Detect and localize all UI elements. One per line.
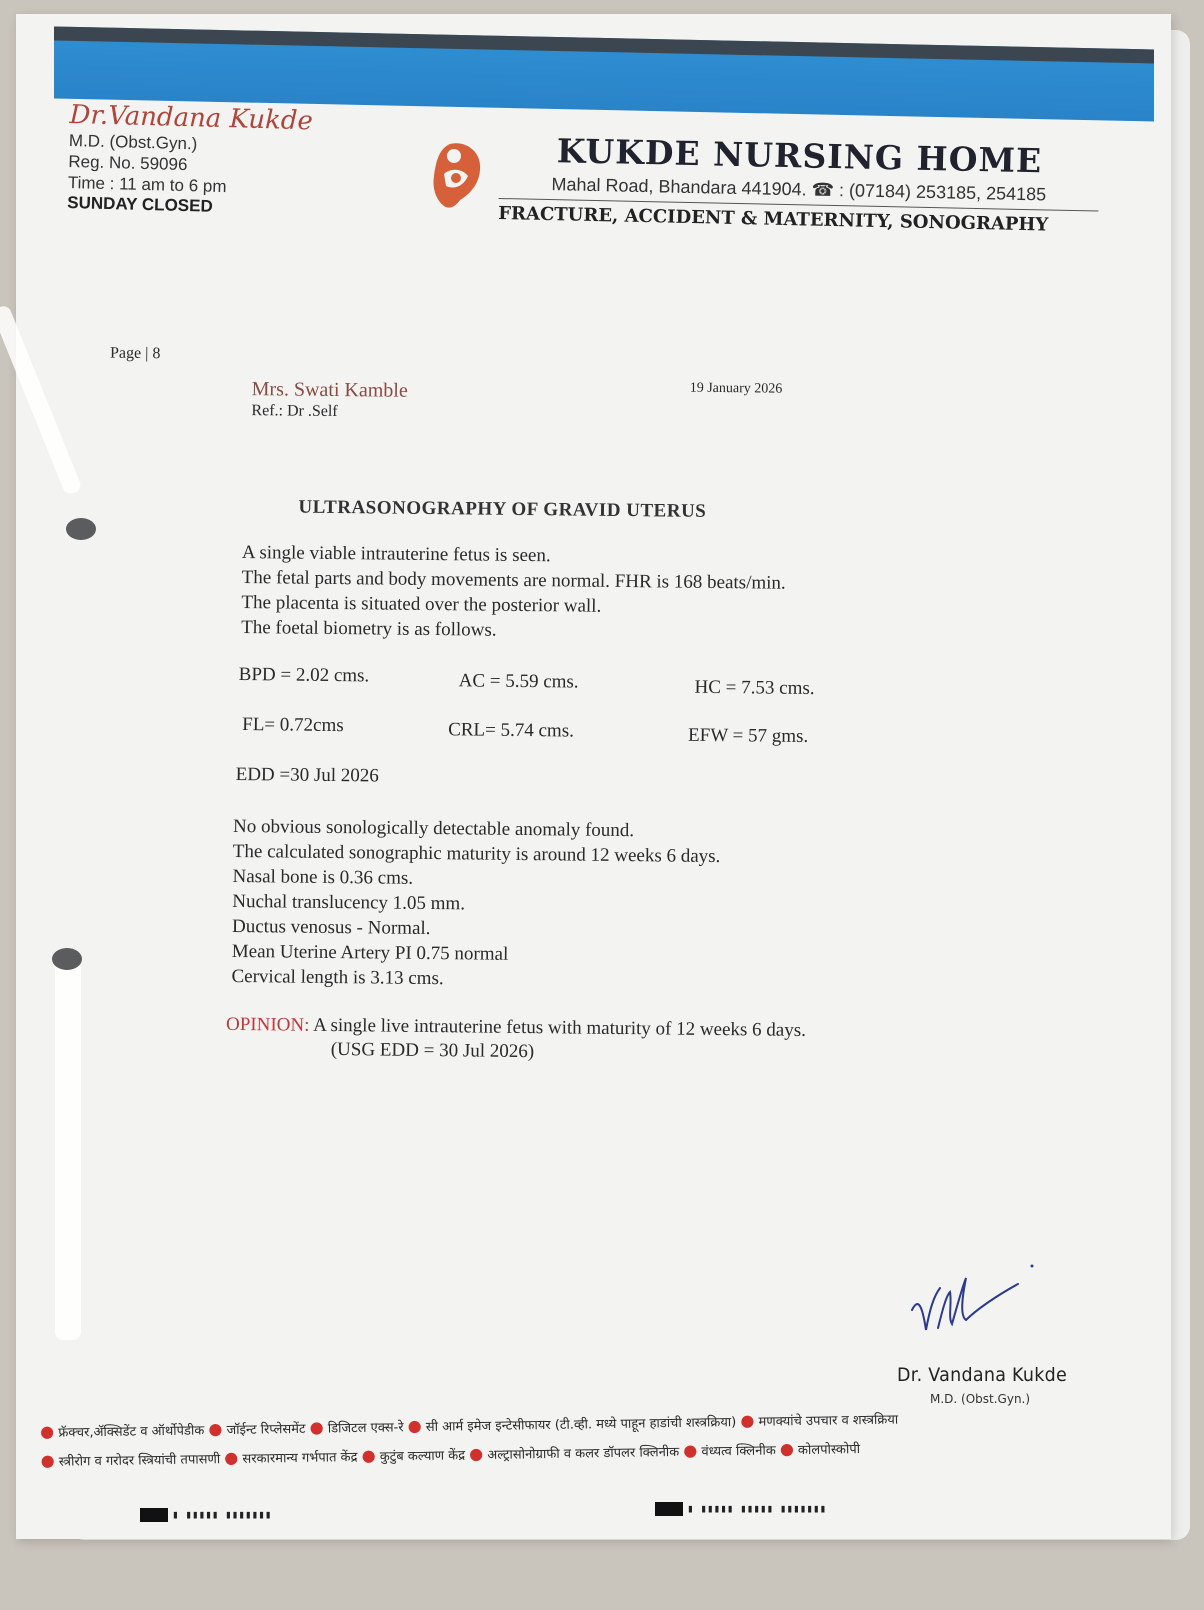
observation-line: The calculated sonographic maturity is around 12 weeks 6 days. bbox=[232, 840, 721, 868]
biometry-fl: FL= 0.72cms bbox=[242, 714, 344, 737]
footer-service: मणक्यांचे उपचार व शस्त्रक्रिया bbox=[758, 1412, 899, 1430]
opinion-edd: (USG EDD = 30 Jul 2026) bbox=[330, 1038, 535, 1063]
footer-service: कुटुंब कल्याण केंद्र bbox=[379, 1448, 466, 1465]
footer-service: अल्ट्रासोनोग्राफी व कलर डॉपलर क्लिनीक bbox=[487, 1444, 680, 1463]
biometry-bpd: BPD = 2.02 cms. bbox=[238, 664, 370, 687]
footer-service: वंध्यत्व क्लिनीक bbox=[701, 1443, 776, 1460]
opinion bbox=[226, 1013, 806, 1067]
finding-line: The foetal biometry is as follows. bbox=[241, 617, 497, 641]
footer-service: फ्रॅक्चर,ॲक्सिडेंट व ऑर्थोपेडीक bbox=[58, 1423, 205, 1441]
hospital-specialities: FRACTURE, ACCIDENT & MATERNITY, SONOGRAPHY bbox=[498, 202, 1049, 236]
punch-hole bbox=[52, 948, 82, 970]
finding-line: The fetal parts and body movements are normal. FHR is 168 beats/min. bbox=[241, 567, 786, 594]
footer-service: जॉईन्ट रिप्लेसमेंट bbox=[226, 1421, 306, 1439]
hospital-name: KUKDE NURSING HOME bbox=[556, 131, 1043, 181]
printed-barcode-strip: ▮ ▮▮▮▮▮ ▮▮▮▮▮▮▮ bbox=[140, 1508, 271, 1522]
finding-line: A single viable intrauterine fetus is seen. bbox=[241, 542, 551, 567]
findings bbox=[241, 540, 786, 646]
footer-service: डिजिटल एक्स-रे bbox=[327, 1420, 404, 1437]
observation-line: No obvious sonologically detectable anomaly found. bbox=[233, 815, 635, 842]
doctor-name: Dr.Vandana Kukde bbox=[69, 100, 314, 137]
punch-hole bbox=[66, 518, 96, 540]
finding-line: The placenta is situated over the posterior wall. bbox=[241, 592, 602, 617]
printed-barcode-strip: ▮ ▮▮▮▮▮ ▮▮▮▮▮ ▮▮▮▮▮▮▮ bbox=[655, 1502, 826, 1516]
clinic-hours: Time : 11 am to 6 pm bbox=[67, 172, 227, 197]
observations bbox=[231, 814, 720, 994]
doctor-qualification: M.D. (Obst.Gyn.) bbox=[68, 130, 198, 154]
closed-day: SUNDAY CLOSED bbox=[67, 192, 214, 216]
report-date: 19 January 2026 bbox=[689, 380, 783, 397]
file-tag-strip bbox=[55, 960, 81, 1340]
report-title: ULTRASONOGRAPHY OF GRAVID UTERUS bbox=[298, 496, 707, 522]
observation-line: Nasal bone is 0.36 cms. bbox=[232, 865, 414, 889]
referral: Ref.: Dr .Self bbox=[251, 402, 338, 421]
biometry-crl: CRL= 5.74 cms. bbox=[448, 719, 575, 742]
observation-line: Cervical length is 3.13 cms. bbox=[231, 965, 444, 990]
footer-line-2: ● स्त्रीरोग व गरोदर स्त्रियांची तपासणी ● सरकारमान्य गर्भपात केंद्र ● कुटुंब कल्याण केंद्र ● अल्ट्रासोनोग्राफी व कलर डॉपलर क्लिनीक ● वंध्यत्व क्लिनीक ● कोलपोस्कोपी bbox=[40, 1439, 861, 1470]
handwritten-signature bbox=[900, 1238, 1040, 1348]
hospital-address: Mahal Road, Bhandara 441904. ☎ : (07184) 253185, 254185 bbox=[551, 174, 1047, 205]
footer-service: स्त्रीरोग व गरोदर स्त्रियांची तपासणी bbox=[58, 1452, 221, 1470]
edd: EDD =30 Jul 2026 bbox=[235, 763, 379, 787]
signatory-qualification: M.D. (Obst.Gyn.) bbox=[930, 1392, 1031, 1406]
page-label: Page | 8 bbox=[109, 344, 161, 363]
biometry-hc: HC = 7.53 cms. bbox=[694, 676, 815, 700]
observation-line: Ductus venosus - Normal. bbox=[231, 915, 431, 940]
footer-service: सरकारमान्य गर्भपात केंद्र bbox=[242, 1450, 358, 1467]
biometry-ac: AC = 5.59 cms. bbox=[458, 670, 579, 693]
footer-service: कोलपोस्कोपी bbox=[797, 1442, 861, 1459]
footer-line-1: ● फ्रॅक्चर,ॲक्सिडेंट व ऑर्थोपेडीक ● जॉईन्ट रिप्लेसमेंट ● डिजिटल एक्स-रे ● सी आर्म इमेज इन्टेसीफायर (टी.व्ही. मध्ये पाहून हाडांची शस्त्रक्रिया) ● मणक्यांचे उपचार व शस्त्रक्रिया bbox=[40, 1410, 899, 1441]
footer-service: सी आर्म इमेज इन्टेसीफायर (टी.व्ही. मध्ये पाहून हाडांची शस्त्रक्रिया) bbox=[425, 1415, 737, 1435]
observation-line: Mean Uterine Artery PI 0.75 normal bbox=[231, 940, 509, 965]
signatory-name: Dr. Vandana Kukde bbox=[897, 1364, 1068, 1386]
opinion-text: A single live intrauterine fetus with maturity of 12 weeks 6 days. bbox=[313, 1014, 807, 1041]
registration-number: Reg. No. 59096 bbox=[68, 151, 188, 175]
opinion-label: OPINION: bbox=[225, 1013, 310, 1036]
patient-name: Mrs. Swati Kamble bbox=[251, 378, 408, 402]
observation-line: Nuchal translucency 1.05 mm. bbox=[232, 890, 466, 915]
biometry-efw: EFW = 57 gms. bbox=[687, 724, 809, 747]
